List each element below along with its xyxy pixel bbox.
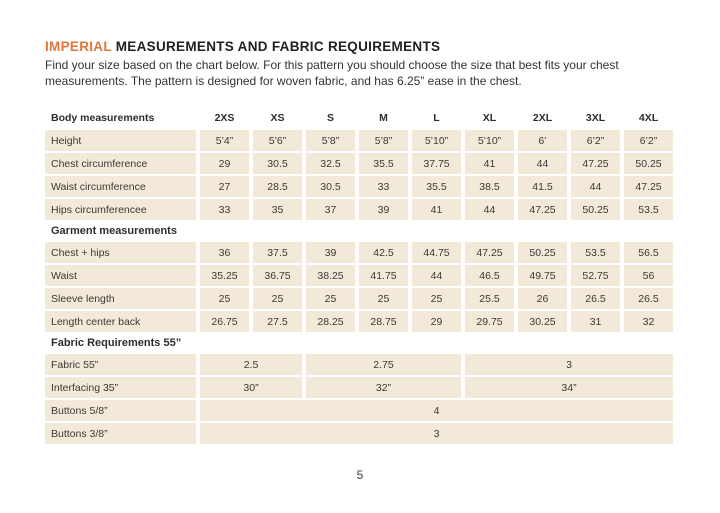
row-label: Waist circumference bbox=[45, 176, 196, 197]
size-column-header: S bbox=[326, 112, 334, 124]
cell-value: 25 bbox=[200, 288, 249, 309]
cell-value: 44.75 bbox=[412, 242, 461, 263]
size-column-header: 2XL bbox=[532, 112, 553, 124]
cell-value: 44 bbox=[465, 199, 514, 220]
table-row bbox=[45, 423, 673, 444]
cell-value: 3 bbox=[465, 354, 673, 375]
size-header-row bbox=[45, 108, 673, 128]
intro-line-1: Find your size based on the chart below. For this pattern you should choose the size that best fits your chest bbox=[45, 58, 619, 72]
cell-value: 26.75 bbox=[200, 311, 249, 332]
page-title bbox=[45, 39, 690, 54]
size-column-header: 3XL bbox=[585, 112, 606, 124]
cell-value: 32.5 bbox=[306, 153, 355, 174]
cell-value: 32 bbox=[624, 311, 673, 332]
cell-value: 34” bbox=[465, 377, 673, 398]
cell-value: 44 bbox=[412, 265, 461, 286]
cell-value: 49.75 bbox=[518, 265, 567, 286]
cell-value: 5’10” bbox=[465, 130, 514, 151]
size-column-header: L bbox=[433, 112, 440, 124]
section-row bbox=[45, 222, 673, 240]
cell-value: 50.25 bbox=[624, 153, 673, 174]
cell-value: 29 bbox=[200, 153, 249, 174]
table-row bbox=[45, 176, 673, 197]
page-number: 5 bbox=[356, 468, 364, 482]
cell-value: 35 bbox=[253, 199, 302, 220]
cell-value: 6’2” bbox=[571, 130, 620, 151]
cell-value: 53.5 bbox=[571, 242, 620, 263]
table-row bbox=[45, 199, 673, 220]
table-row bbox=[45, 242, 673, 263]
cell-value: 4 bbox=[200, 400, 673, 421]
table-row bbox=[45, 130, 673, 151]
cell-value: 41 bbox=[412, 199, 461, 220]
cell-value: 47.25 bbox=[624, 176, 673, 197]
cell-value: 35.5 bbox=[359, 153, 408, 174]
table-row bbox=[45, 311, 673, 332]
cell-value: 46.5 bbox=[465, 265, 514, 286]
cell-value: 25 bbox=[306, 288, 355, 309]
size-column-header: 4XL bbox=[638, 112, 659, 124]
cell-value: 41 bbox=[465, 153, 514, 174]
table-row bbox=[45, 400, 673, 421]
size-column-header: XS bbox=[270, 112, 285, 124]
cell-value: 28.5 bbox=[253, 176, 302, 197]
table-row bbox=[45, 288, 673, 309]
cell-value: 31 bbox=[571, 311, 620, 332]
measurements-table bbox=[41, 106, 677, 446]
cell-value: 28.75 bbox=[359, 311, 408, 332]
cell-value: 26 bbox=[518, 288, 567, 309]
row-label: Hips circumferencee bbox=[45, 199, 196, 220]
cell-value: 28.25 bbox=[306, 311, 355, 332]
table-row bbox=[45, 377, 673, 398]
cell-value: 41.75 bbox=[359, 265, 408, 286]
row-label: Buttons 3/8” bbox=[45, 423, 196, 444]
cell-value: 6’2” bbox=[624, 130, 673, 151]
cell-value: 32” bbox=[306, 377, 461, 398]
cell-value: 27 bbox=[200, 176, 249, 197]
cell-value: 44 bbox=[518, 153, 567, 174]
cell-value: 6’ bbox=[518, 130, 567, 151]
row-label: Waist bbox=[45, 265, 196, 286]
cell-value: 2.75 bbox=[306, 354, 461, 375]
size-column-header: XL bbox=[482, 112, 497, 124]
cell-value: 2.5 bbox=[200, 354, 302, 375]
cell-value: 37 bbox=[306, 199, 355, 220]
row-label: Sleeve length bbox=[45, 288, 196, 309]
cell-value: 37.5 bbox=[253, 242, 302, 263]
row-label: Length center back bbox=[45, 311, 196, 332]
cell-value: 5’8” bbox=[359, 130, 408, 151]
cell-value: 33 bbox=[359, 176, 408, 197]
cell-value: 50.25 bbox=[518, 242, 567, 263]
intro-text bbox=[45, 58, 690, 89]
cell-value: 5’10” bbox=[412, 130, 461, 151]
cell-value: 30.5 bbox=[306, 176, 355, 197]
cell-value: 5’8” bbox=[306, 130, 355, 151]
measurements-table-body bbox=[45, 130, 673, 444]
cell-value: 30.5 bbox=[253, 153, 302, 174]
cell-value: 56.5 bbox=[624, 242, 673, 263]
cell-value: 30” bbox=[200, 377, 302, 398]
cell-value: 39 bbox=[306, 242, 355, 263]
cell-value: 26.5 bbox=[571, 288, 620, 309]
cell-value: 42.5 bbox=[359, 242, 408, 263]
cell-value: 41.5 bbox=[518, 176, 567, 197]
section-title: Garment measurements bbox=[51, 225, 177, 237]
cell-value: 25 bbox=[412, 288, 461, 309]
table-row bbox=[45, 153, 673, 174]
cell-value: 56 bbox=[624, 265, 673, 286]
cell-value: 29.75 bbox=[465, 311, 514, 332]
cell-value: 50.25 bbox=[571, 199, 620, 220]
cell-value: 35.5 bbox=[412, 176, 461, 197]
intro-line-2: measurements. The pattern is designed for woven fabric, and has 6.25” ease in the chest. bbox=[45, 73, 522, 88]
cell-value: 53.5 bbox=[624, 199, 673, 220]
table-row bbox=[45, 265, 673, 286]
cell-value: 38.5 bbox=[465, 176, 514, 197]
row-label: Interfacing 35” bbox=[45, 377, 196, 398]
table-row bbox=[45, 354, 673, 375]
cell-value: 35.25 bbox=[200, 265, 249, 286]
section-row bbox=[45, 334, 673, 352]
row-label: Chest circumference bbox=[45, 153, 196, 174]
cell-value: 33 bbox=[200, 199, 249, 220]
cell-value: 25 bbox=[253, 288, 302, 309]
size-column-header: 2XS bbox=[214, 112, 235, 124]
cell-value: 29 bbox=[412, 311, 461, 332]
cell-value: 47.25 bbox=[465, 242, 514, 263]
size-column-header: M bbox=[379, 112, 388, 124]
cell-value: 25 bbox=[359, 288, 408, 309]
cell-value: 39 bbox=[359, 199, 408, 220]
column-header-label: Body measurements bbox=[51, 112, 155, 124]
section-title: Fabric Requirements 55” bbox=[51, 337, 182, 349]
cell-value: 3 bbox=[200, 423, 673, 444]
cell-value: 5’6” bbox=[253, 130, 302, 151]
cell-value: 25.5 bbox=[465, 288, 514, 309]
title-rest: MEASUREMENTS AND FABRIC REQUIREMENTS bbox=[115, 39, 441, 54]
cell-value: 38.25 bbox=[306, 265, 355, 286]
title-highlight: IMPERIAL bbox=[45, 39, 112, 54]
row-label: Buttons 5/8” bbox=[45, 400, 196, 421]
cell-value: 36 bbox=[200, 242, 249, 263]
cell-value: 30.25 bbox=[518, 311, 567, 332]
row-label: Height bbox=[45, 130, 196, 151]
row-label: Fabric 55” bbox=[45, 354, 196, 375]
cell-value: 52.75 bbox=[571, 265, 620, 286]
cell-value: 37.75 bbox=[412, 153, 461, 174]
cell-value: 27.5 bbox=[253, 311, 302, 332]
cell-value: 5’4” bbox=[200, 130, 249, 151]
cell-value: 47.25 bbox=[571, 153, 620, 174]
row-label: Chest + hips bbox=[45, 242, 196, 263]
cell-value: 26.5 bbox=[624, 288, 673, 309]
page-header bbox=[45, 39, 690, 89]
cell-value: 36.75 bbox=[253, 265, 302, 286]
cell-value: 44 bbox=[571, 176, 620, 197]
cell-value: 47.25 bbox=[518, 199, 567, 220]
